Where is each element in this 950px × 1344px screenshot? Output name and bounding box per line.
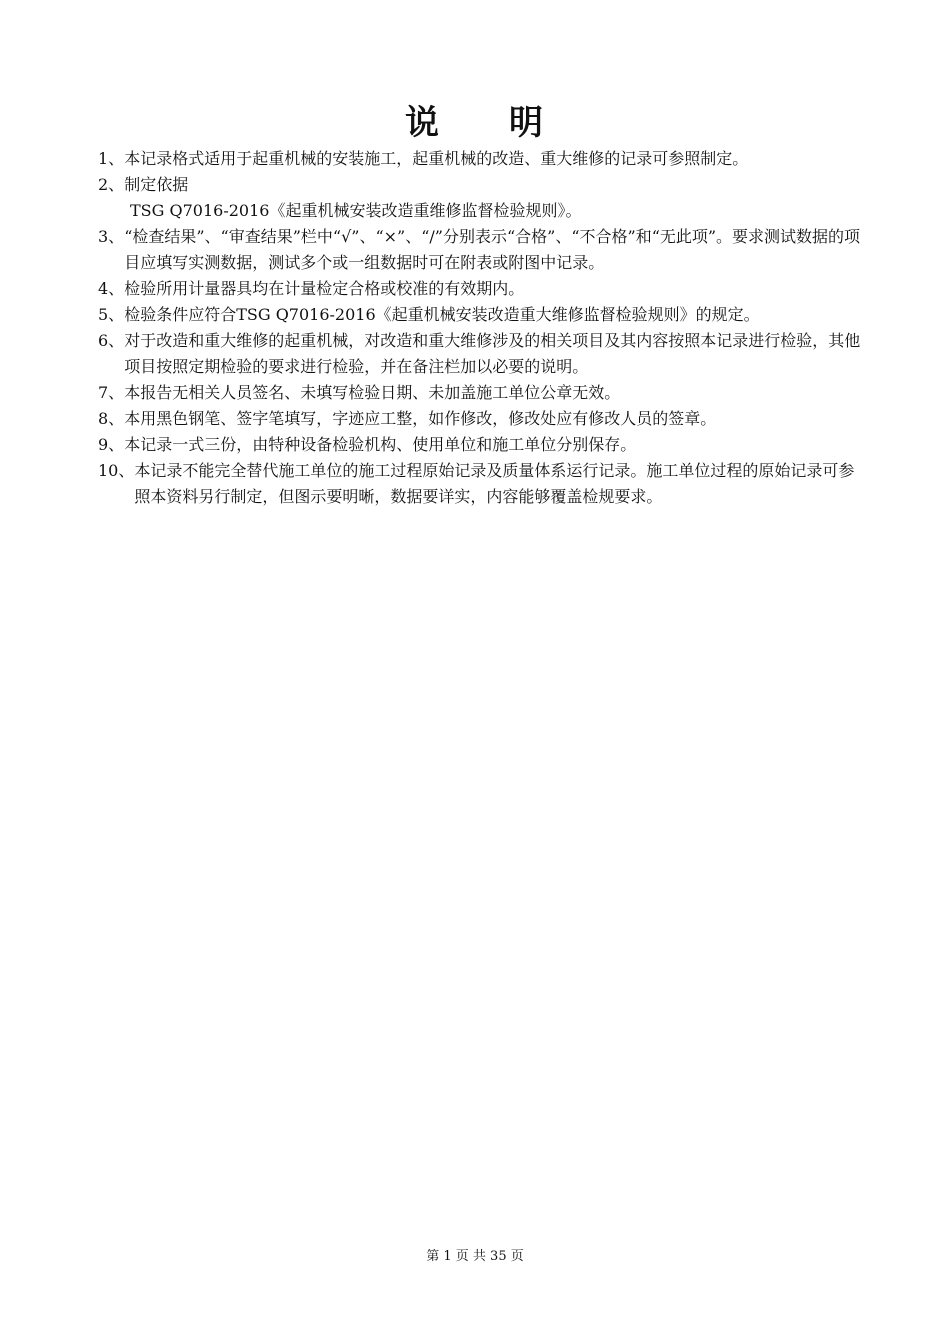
item-text: 本用黑色钢笔、签字笔填写，字迹应工整，如作修改，修改处应有修改人员的签章。 [124,409,717,428]
item-number: 1、 [98,149,125,168]
list-item-9 [98,432,868,458]
item-number: 3、 [98,227,125,246]
item-text: 制定依据 [124,175,189,194]
item-number: 7、 [98,383,125,402]
item-text: 检验所用计量器具均在计量检定合格或校准的有效期内。 [124,279,525,298]
item-text: 本记录格式适用于起重机械的安装施工，起重机械的改造、重大维修的记录可参照制定。 [124,149,749,168]
list-item-10 [98,458,868,510]
title-char-2: 明 [509,103,545,143]
list-item-7 [98,380,868,406]
item-text: 本报告无相关人员签名、未填写检验日期、未加盖施工单位公章无效。 [124,383,621,402]
list-item-2 [98,172,868,198]
item-text: 对于改造和重大维修的起重机械，对改造和重大维修涉及的相关项目及其内容按照本记录进行检验，其他项目按照定期检验的要求进行检验，并在备注栏加以必要的说明。 [124,331,861,376]
item-number: 9、 [98,435,125,454]
item-text: 本记录一式三份，由特种设备检验机构、使用单位和施工单位分别保存。 [124,435,637,454]
instructions-list [98,146,868,510]
item-text: “检查结果”、“审查结果”栏中“√”、“×”、“/”分别表示“合格”、“不合格”和“无此项”。要求测试数据的项目应填写实测数据，测试多个或一组数据时可在附表或附图中记录。 [124,227,861,272]
item-text: TSG Q7016-2016《起重机械安装改造重维修监督检验规则》。 [130,201,582,220]
item-text: 本记录不能完全替代施工单位的施工过程原始记录及质量体系运行记录。施工单位过程的原始记录可参照本资料另行制定，但图示要明晰，数据要详实，内容能够覆盖检规要求。 [134,461,855,506]
list-item-4 [98,276,868,302]
item-number: 2、 [98,175,125,194]
title-char-1: 说 [405,103,441,143]
page-number-footer: 第 1 页 共 35 页 [426,1249,524,1264]
item-number: 5、 [98,305,125,324]
page-title [0,98,950,148]
list-item-3 [98,224,868,276]
list-item-8 [98,406,868,432]
item-number: 10、 [98,461,135,480]
item-number: 4、 [98,279,125,298]
item-number: 6、 [98,331,125,350]
list-item-5 [98,302,868,328]
item-number: 8、 [98,409,125,428]
list-item-2-reference [98,198,868,224]
list-item-1 [98,146,868,172]
item-text: 检验条件应符合TSG Q7016-2016《起重机械安装改造重大维修监督检验规则》的规定。 [124,305,760,324]
list-item-6 [98,328,868,380]
